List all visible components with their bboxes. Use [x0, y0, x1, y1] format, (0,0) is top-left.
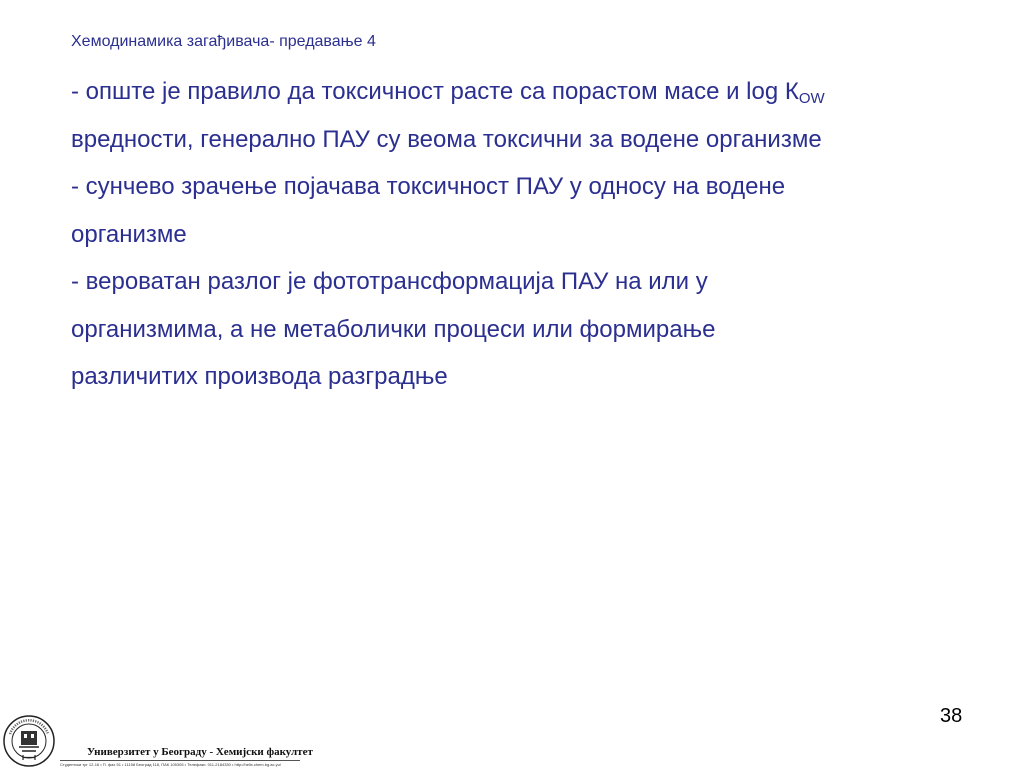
university-seal-logo	[2, 714, 56, 768]
body-line-7: различитих производа разградње	[71, 363, 448, 390]
body-line-5: - вероватан разлог је фототрансформација ПАУ на или у	[71, 268, 708, 295]
body-line-1-subscript: OW	[798, 90, 825, 107]
body-line-1	[71, 68, 971, 116]
page-number: 38	[940, 705, 963, 727]
body-line-6: организмима, а не метаболички процеси или формирање	[71, 315, 716, 343]
footer-university-name: Универзитет у Београду - Хемијски факултет	[87, 746, 313, 758]
slide-body	[71, 68, 971, 401]
footer-divider	[60, 760, 300, 761]
body-line-3: - сунчево зрачење појачава токсичност ПАУ у односу на водене	[71, 173, 786, 200]
body-line-4: организме	[71, 220, 187, 248]
footer	[0, 706, 330, 768]
body-line-1-text: - опште је правило да токсичност расте са порастом масе и log К	[71, 78, 799, 105]
body-line-2: вредности, генерално ПАУ су веома токсични за водене организме	[71, 125, 822, 153]
slide-header-title: Хемодинамика загађивача- предавање 4	[71, 33, 376, 50]
footer-address: Студентски трг 12-16 • П. фах 51 • 11158 Београд 118, ПАК 105305 • Телефакс: 011-2184330 • http://helix.chem.bg.ac.yu/	[60, 762, 281, 767]
